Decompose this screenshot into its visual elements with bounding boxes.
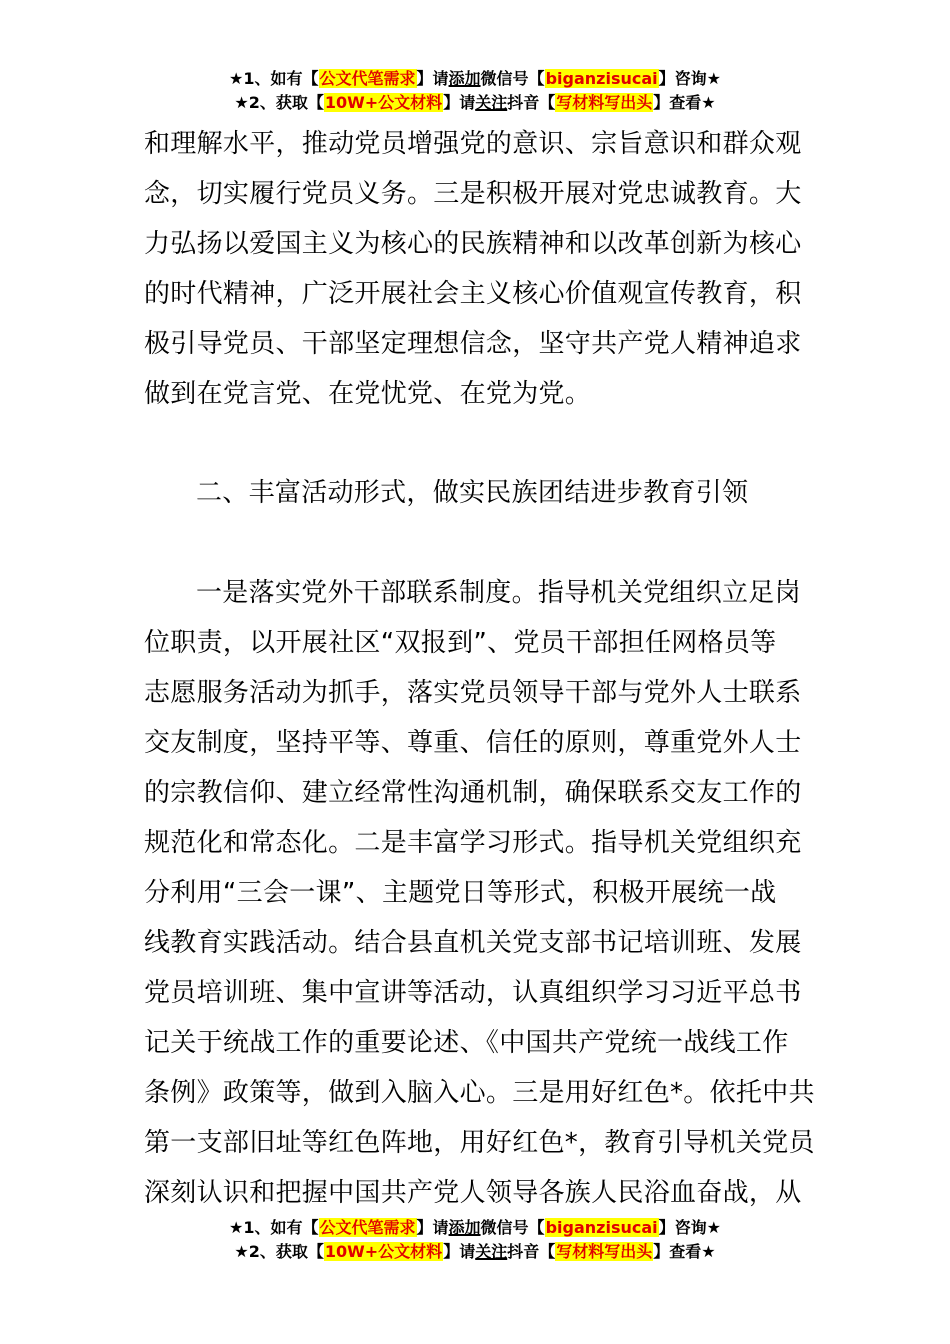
body-line: 念，切实履行党员义务。三是积极开展对党忠诚教育。大 <box>144 179 802 209</box>
promo-highlight: 公文代笔需求 <box>319 69 416 88</box>
body-line: 志愿服务活动为抓手，落实党员领导干部与党外人士联系 <box>144 678 802 708</box>
promo-highlight-douyin: 写材料写出头 <box>556 93 653 112</box>
promo-text: 微信号【 <box>480 69 545 88</box>
promo-text: ★2、获取【 <box>234 1242 324 1261</box>
body-line: 的时代精神，广泛开展社会主义核心价值观宣传教育，积 <box>144 279 802 309</box>
body-line: 分利用“三会一课”、主题党日等形式，积极开展统一战 <box>144 878 777 908</box>
body-line: 一是落实党外干部联系制度。指导机关党组织立足岗 <box>196 578 801 608</box>
body-line: 和理解水平，推动党员增强党的意识、宗旨意识和群众观 <box>144 129 802 159</box>
promo-banner-bottom <box>0 1216 950 1264</box>
promo-text: 】请 <box>416 69 449 88</box>
promo-text: 】咨询★ <box>658 1218 721 1237</box>
promo-text: ★2、获取【 <box>234 93 324 112</box>
promo-text: 抖音【 <box>507 1242 556 1261</box>
body-line: 深刻认识和把握中国共产党人领导各族人民浴血奋战，从 <box>144 1178 802 1208</box>
promo-underline: 添加 <box>448 1218 481 1237</box>
body-line: 第一支部旧址等红色阵地，用好红色*，教育引导机关党员 <box>144 1128 815 1158</box>
body-line: 极引导党员、干部坚定理想信念，坚守共产党人精神追求 <box>144 329 802 359</box>
promo-text: ★1、如有【 <box>229 69 319 88</box>
promo-line-1 <box>0 67 950 91</box>
body-line: 记关于统战工作的重要论述、《中国共产党统一战线工作 <box>144 1028 789 1058</box>
promo-underline: 关注 <box>475 1242 508 1261</box>
promo-text: 】请 <box>416 1218 449 1237</box>
promo-highlight: 10W+公文材料 <box>324 93 443 112</box>
promo-text: 抖音【 <box>507 93 556 112</box>
promo-highlight: 公文代笔需求 <box>319 1218 416 1237</box>
body-line: 力弘扬以爱国主义为核心的民族精神和以改革创新为核心 <box>144 229 802 259</box>
body-line: 线教育实践活动。结合县直机关党支部书记培训班、发展 <box>144 928 802 958</box>
promo-underline: 添加 <box>448 69 481 88</box>
promo-text: 微信号【 <box>480 1218 545 1237</box>
promo-highlight-wechat: biganzisucai <box>545 69 658 88</box>
promo-highlight-douyin: 写材料写出头 <box>556 1242 653 1261</box>
promo-text: ★1、如有【 <box>229 1218 319 1237</box>
promo-text: 】查看★ <box>653 1242 716 1261</box>
promo-underline: 关注 <box>475 93 508 112</box>
promo-text: 】咨询★ <box>658 69 721 88</box>
promo-text: 】请 <box>443 1242 476 1261</box>
body-line: 党员培训班、集中宣讲等活动，认真组织学习习近平总书 <box>144 978 802 1008</box>
promo-line-2 <box>0 1240 950 1264</box>
promo-highlight: 10W+公文材料 <box>324 1242 443 1261</box>
promo-text: 】请 <box>443 93 476 112</box>
promo-highlight-wechat: biganzisucai <box>545 1218 658 1237</box>
promo-text: 】查看★ <box>653 93 716 112</box>
section-heading: 二、丰富活动形式，做实民族团结进步教育引领 <box>196 478 749 508</box>
body-line: 的宗教信仰、建立经常性沟通机制，确保联系交友工作的 <box>144 778 802 808</box>
body-line: 规范化和常态化。二是丰富学习形式。指导机关党组织充 <box>144 828 802 858</box>
body-line: 位职责，以开展社区“双报到”、党员干部担任网格员等 <box>144 628 777 658</box>
body-line: 做到在党言党、在党忧党、在党为党。 <box>144 379 592 409</box>
body-line: 条例》政策等，做到入脑入心。三是用好红色*。依托中共 <box>144 1078 815 1108</box>
promo-line-1 <box>0 1216 950 1240</box>
promo-banner-top <box>0 67 950 115</box>
body-line: 交友制度，坚持平等、尊重、信任的原则，尊重党外人士 <box>144 728 802 758</box>
promo-line-2 <box>0 91 950 115</box>
